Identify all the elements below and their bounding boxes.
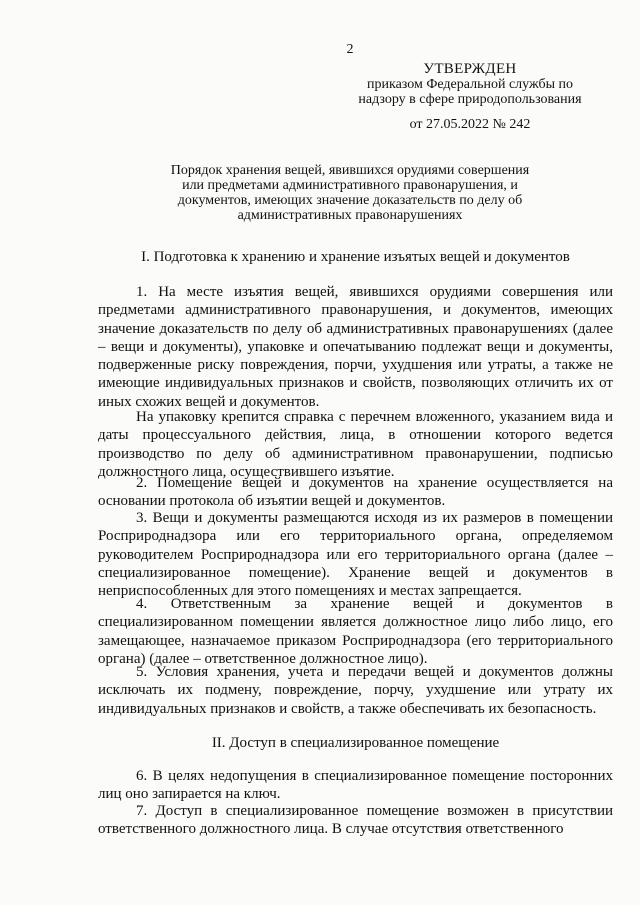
paragraph-3: 3. Вещи и документы размещаются исходя из их размеров в помещении Росприроднадзора или его территориального органа, определяемом руководителем Росприроднадзора или его территориального органа (далее – специализированное помещение). Хранение вещей и документов в неприспособленных для этого помещениях и местах запрещается. — [98, 510, 613, 600]
section-heading-2: II. Доступ в специализированное помещение — [211, 735, 500, 751]
approval-line-2: надзору в сфере природопользования — [358, 92, 582, 107]
paragraph-4: 4. Ответственным за хранение вещей и документов в специализированном помещении является должностное лицо либо лицо, его замещающее, назначаемое приказом Росприроднадзора (его территориального органа) (далее – ответственное должностное лицо). — [98, 596, 613, 667]
approval-date: от 27.05.2022 № 242 — [409, 117, 531, 132]
paragraph-7: 7. Доступ в специализированное помещение возможен в присутствии ответственного должностного лица. В случае отсутствия ответственного — [98, 803, 613, 838]
approval-line-1: приказом Федеральной службы по — [367, 77, 573, 92]
section-heading-1: I. Подготовка к хранению и хранение изъятых вещей и документов — [141, 249, 570, 265]
paragraph-5: 5. Условия хранения, учета и передачи вещей и документов должны исключать их подмену, повреждение, порчу, ухудшение или утрату их индивидуальных признаков и свойств, а также обеспечивать их безопасность. — [98, 664, 613, 717]
approval-block — [340, 62, 600, 132]
paragraph-6: 6. В целях недопущения в специализированное помещение посторонних лиц оно запирается на ключ. — [98, 768, 613, 803]
approval-label: УТВЕРЖДЕН — [423, 61, 517, 77]
page-number: 2 — [346, 42, 354, 57]
paragraph-1-continuation: На упаковку крепится справка с перечнем вложенного, указанием вида и даты процессуального действия, лица, в отношении которого ведется производство по делу об административном правонарушении, подписью должностного лица, осуществившего изъятие. — [98, 409, 613, 480]
document-title: Порядок хранения вещей, явившихся орудиями совершения или предметами административного правонарушения, и документов, имеющих значение доказательств по делу об административных правонарушениях — [170, 163, 530, 223]
paragraph-2: 2. Помещение вещей и документов на хранение осуществляется на основании протокола об изъятии вещей и документов. — [98, 475, 613, 510]
paragraph-1: 1. На месте изъятия вещей, явившихся орудиями совершения или предметами административного правонарушения, и документов, имеющих значение доказательств по делу об административных правонарушениях (далее – вещи и документы), упаковке и опечатыванию подлежат вещи и документы, подверженные риску повреждения, порчи, ухудшения или утраты, а также не имеющие индивидуальных признаков и свойств, позволяющих отличить их от иных схожих вещей и документов. — [98, 284, 613, 410]
